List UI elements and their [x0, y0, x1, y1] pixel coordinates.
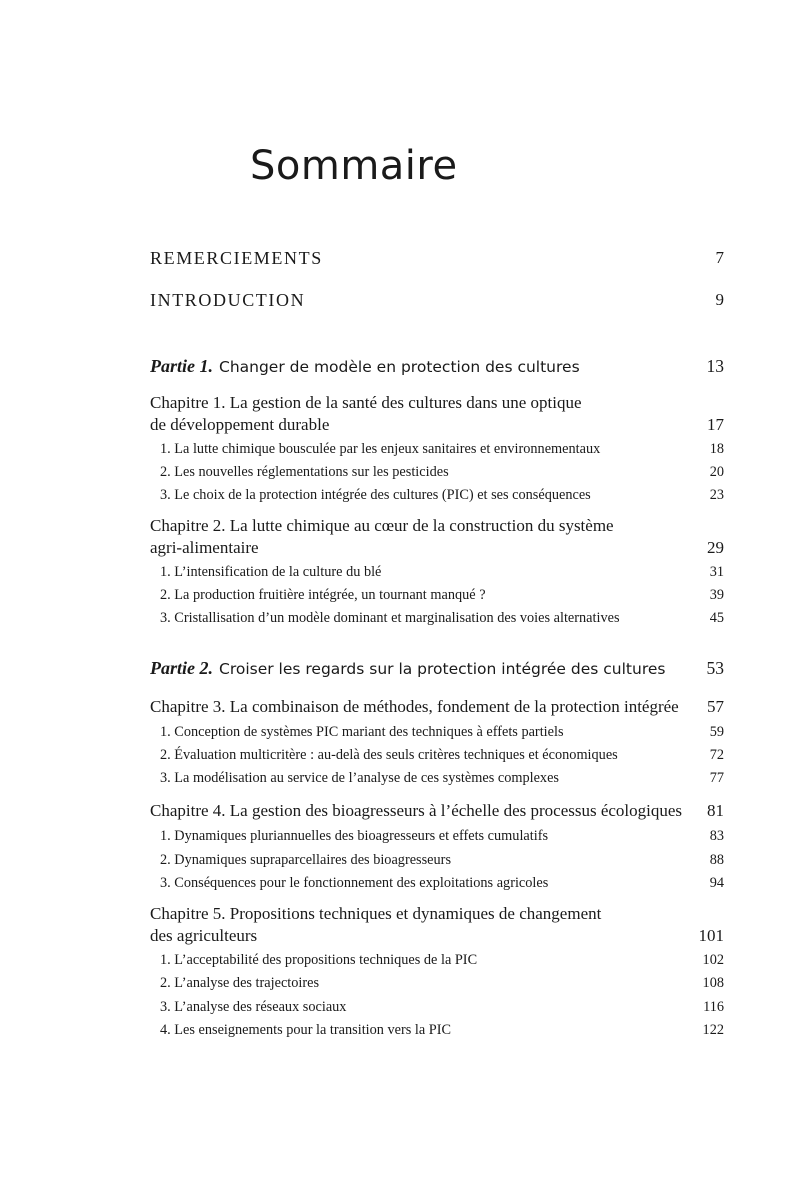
chapter-heading[interactable] [150, 514, 724, 538]
part-label: Partie 2. [150, 658, 213, 678]
page-number: 9 [715, 290, 724, 309]
chapter-heading[interactable] [150, 902, 724, 926]
page-number: 101 [698, 926, 724, 945]
page-number: 122 [702, 1022, 724, 1038]
section-entry[interactable] [150, 483, 724, 507]
chapter-heading[interactable] [150, 695, 724, 719]
toc-entry-introduction[interactable] [150, 288, 724, 312]
toc-entry-remerciements[interactable] [150, 246, 724, 270]
section-title: 3. Cristallisation d’un modèle dominant et marginalisation des voies alternatives [160, 610, 620, 626]
section-title: 3. La modélisation au service de l’analyse de ces systèmes complexes [160, 770, 559, 786]
section-title: 2. La production fruitière intégrée, un tournant manqué ? [160, 587, 486, 603]
section-title: 2. Dynamiques supraparcellaires des bioagresseurs [160, 852, 452, 868]
part-title: Croiser les regards sur la protection intégrée des cultures [219, 660, 666, 678]
chapter-heading[interactable] [150, 391, 724, 415]
chapter-heading[interactable] [150, 536, 724, 560]
section-entry[interactable] [150, 948, 724, 972]
page-number: 29 [707, 538, 724, 557]
section-entry[interactable] [150, 766, 724, 790]
section-entry[interactable] [150, 824, 724, 848]
section-title: 3. L’analyse des réseaux sociaux [160, 999, 347, 1015]
page-number: 39 [709, 587, 724, 603]
chapter-title: Chapitre 5. Propositions techniques et dynamiques de changement [150, 904, 602, 923]
chapter-title: des agriculteurs [150, 926, 258, 945]
section-entry[interactable] [150, 606, 724, 630]
page-number: 13 [706, 356, 724, 376]
section-entry[interactable] [150, 743, 724, 767]
chapter-title: agri-alimentaire [150, 538, 259, 557]
section-entry[interactable] [150, 437, 724, 461]
page-number: 59 [709, 724, 724, 740]
section-title: 4. Les enseignements pour la transition vers la PIC [160, 1022, 452, 1038]
section-title: 1. Dynamiques pluriannuelles des bioagresseurs et effets cumulatifs [160, 828, 549, 844]
entry-label: INTRODUCTION [150, 290, 306, 310]
section-entry[interactable] [150, 871, 724, 895]
chapter-title: Chapitre 4. La gestion des bioagresseurs à l’échelle des processus écologiques [150, 801, 683, 820]
section-title: 1. L’acceptabilité des propositions techniques de la PIC [160, 952, 478, 968]
chapter-heading[interactable] [150, 413, 724, 437]
page-number: 18 [709, 441, 724, 457]
section-title: 1. La lutte chimique bousculée par les enjeux sanitaires et environnementaux [160, 441, 601, 457]
section-entry[interactable] [150, 971, 724, 995]
section-title: 1. L’intensification de la culture du blé [160, 564, 382, 580]
entry-label: REMERCIEMENTS [150, 248, 323, 268]
part-label: Partie 1. [150, 356, 213, 376]
page-number: 53 [706, 658, 724, 678]
section-title: 2. Évaluation multicritère : au-delà des seuls critères techniques et économiques [160, 747, 618, 763]
page-number: 116 [703, 999, 724, 1015]
chapter-heading[interactable] [150, 924, 724, 948]
page-number: 77 [709, 770, 724, 786]
chapter-title: Chapitre 3. La combinaison de méthodes, fondement de la protection intégrée [150, 697, 679, 716]
section-entry[interactable] [150, 460, 724, 484]
chapter-heading[interactable] [150, 799, 724, 823]
page-number: 20 [709, 464, 724, 480]
page-number: 102 [702, 952, 724, 968]
section-entry[interactable] [150, 1018, 724, 1042]
section-title: 3. Conséquences pour le fonctionnement des exploitations agricoles [160, 875, 549, 891]
chapter-title: Chapitre 1. La gestion de la santé des cultures dans une optique [150, 393, 582, 412]
chapter-title: Chapitre 2. La lutte chimique au cœur de la construction du système [150, 516, 614, 535]
page-number: 7 [715, 248, 724, 267]
part-title: Changer de modèle en protection des cultures [219, 358, 580, 376]
section-entry[interactable] [150, 720, 724, 744]
section-title: 2. L’analyse des trajectoires [160, 975, 320, 991]
section-entry[interactable] [150, 560, 724, 584]
chapter-title: de développement durable [150, 415, 330, 434]
page-number: 83 [709, 828, 724, 844]
part-heading[interactable] [150, 354, 724, 378]
section-entry[interactable] [150, 583, 724, 607]
section-title: 2. Les nouvelles réglementations sur les pesticides [160, 464, 449, 480]
page-number: 57 [707, 697, 724, 716]
page-number: 88 [709, 852, 724, 868]
page-number: 108 [702, 975, 724, 991]
section-title: 1. Conception de systèmes PIC mariant des techniques à effets partiels [160, 724, 564, 740]
page-number: 81 [707, 801, 724, 820]
section-title: 3. Le choix de la protection intégrée des cultures (PIC) et ses conséquences [160, 487, 591, 503]
page-number: 72 [709, 747, 724, 763]
page-title: Sommaire [250, 142, 458, 189]
page-number: 31 [709, 564, 724, 580]
page-number: 23 [709, 487, 724, 503]
section-entry[interactable] [150, 995, 724, 1019]
page-number: 17 [707, 415, 724, 434]
part-heading[interactable] [150, 656, 724, 680]
page-number: 45 [709, 610, 724, 626]
section-entry[interactable] [150, 848, 724, 872]
page-number: 94 [709, 875, 724, 891]
